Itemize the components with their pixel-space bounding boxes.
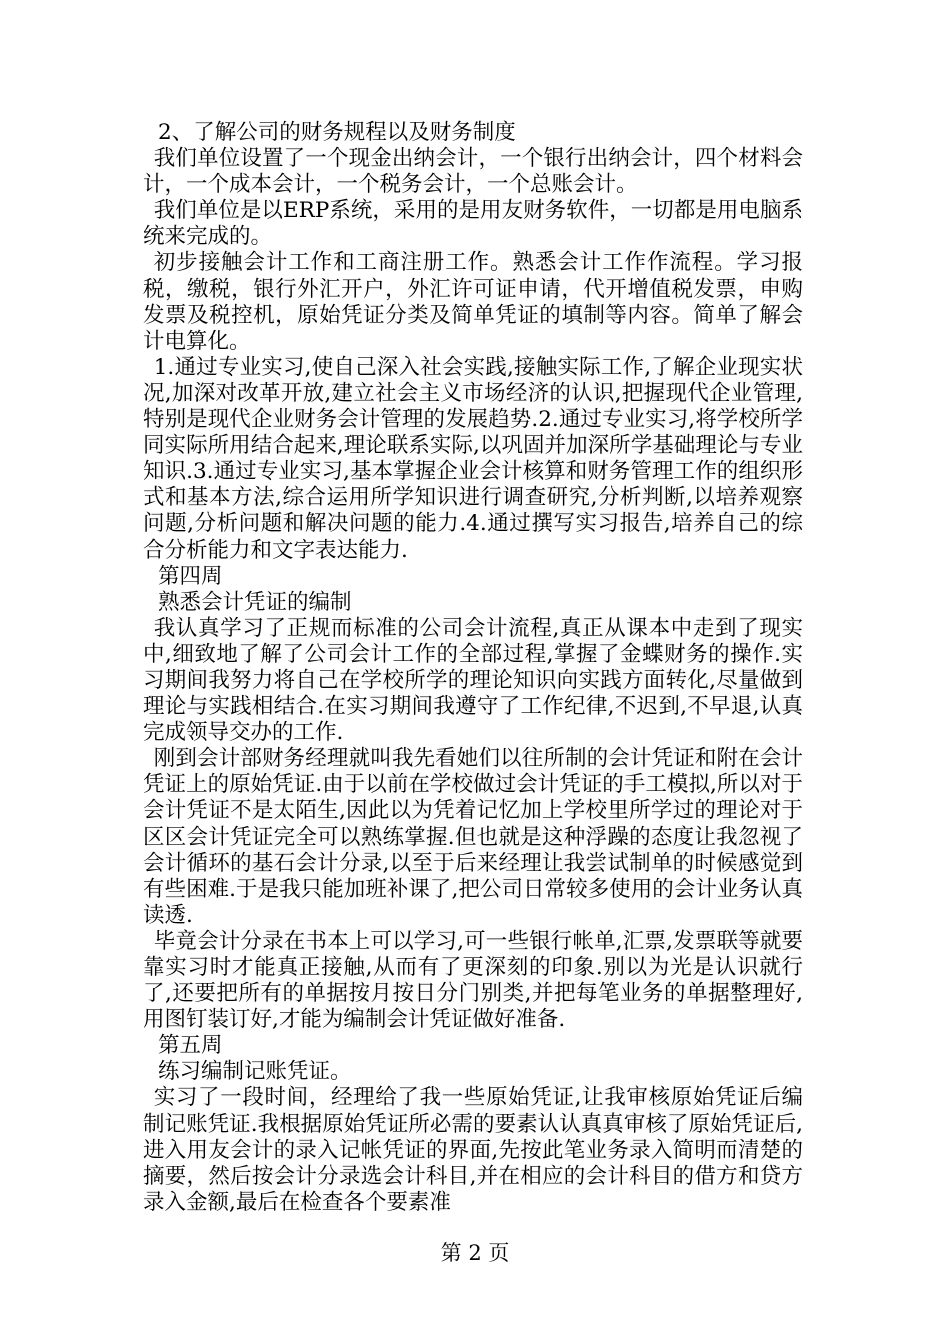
document-body	[143, 120, 803, 1216]
section-heading: 练习编制记账凭证。	[158, 1059, 352, 1085]
paragraph: 我们单位设置了一个现金出纳会计，一个银行出纳会计，四个材料会计，一个成本会计，一个税务会计，一个总账会计。	[143, 146, 803, 198]
paragraph: 1.通过专业实习,使自己深入社会实践,接触实际工作,了解企业现实状况,加深对改革开放,建立社会主义市场经济的认识,把握现代企业管理,特别是现代企业财务会计管理的发展趋势.2.通过专业实习,将学校所学同实际所用结合起来,理论联系实际,以巩固并加深所学基础理论与专业知识.3.通过专业实习,基本掌握企业会计核算和财务管理工作的组织形式和基本方法,综合运用所学知识进行调查研究,分析判断,以培养观察问题,分析问题和解决问题的能力.4.通过撰写实习报告,培养自己的综合分析能力和文字表达能力.	[143, 354, 803, 563]
paragraph: 刚到会计部财务经理就叫我先看她们以往所制的会计凭证和附在会计凭证上的原始凭证.由于以前在学校做过会计凭证的手工模拟,所以对于会计凭证不是太陌生,因此以为凭着记忆加上学校里所学过的理论对于区区会计凭证完全可以熟练掌握.但也就是这种浮躁的态度让我忽视了会计循环的基石会计分录,以至于后来经理让我尝试制单的时候感觉到有些困难.于是我只能加班补课了,把公司日常较多使用的会计业务认真读透.	[143, 746, 803, 928]
week-heading: 第五周	[158, 1033, 223, 1059]
week-heading: 第四周	[158, 563, 223, 589]
section-heading: 熟悉会计凭证的编制	[158, 589, 352, 615]
section-heading: 2、了解公司的财务规程以及财务制度	[158, 120, 516, 145]
paragraph: 我们单位是以ERP系统，采用的是用友财务软件，一切都是用电脑系统来完成的。	[143, 198, 803, 250]
paragraph: 初步接触会计工作和工商注册工作。熟悉会计工作作流程。学习报税，缴税，银行外汇开户，外汇许可证申请，代开增值税发票，申购发票及税控机，原始凭证分类及简单凭证的填制等内容。简单了解会计电算化。	[143, 250, 803, 354]
paragraph: 我认真学习了正规而标准的公司会计流程,真正从课本中走到了现实中,细致地了解了公司会计工作的全部过程,掌握了金蝶财务的操作.实习期间我努力将自己在学校所学的理论知识向实践方面转化,尽量做到理论与实践相结合.在实习期间我遵守了工作纪律,不迟到,不早退,认真完成领导交办的工作.	[143, 615, 803, 746]
page-number: 第 2 页	[440, 1241, 510, 1265]
paragraph: 实习了一段时间，经理给了我一些原始凭证,让我审核原始凭证后编制记账凭证.我根据原始凭证所必需的要素认认真真审核了原始凭证后,进入用友会计的录入记帐凭证的界面,先按此笔业务录入简明而清楚的摘要，然后按会计分录选会计科目,并在相应的会计科目的借方和贷方录入金额,最后在检查各个要素准	[143, 1085, 803, 1215]
paragraph: 毕竟会计分录在书本上可以学习,可一些银行帐单,汇票,发票联等就要靠实习时才能真正接触,从而有了更深刻的印象.别以为光是认识就行了,还要把所有的单据按月按日分门别类,并把每笔业务的单据整理好,用图钉装订好,才能为编制会计凭证做好准备.	[143, 928, 803, 1033]
